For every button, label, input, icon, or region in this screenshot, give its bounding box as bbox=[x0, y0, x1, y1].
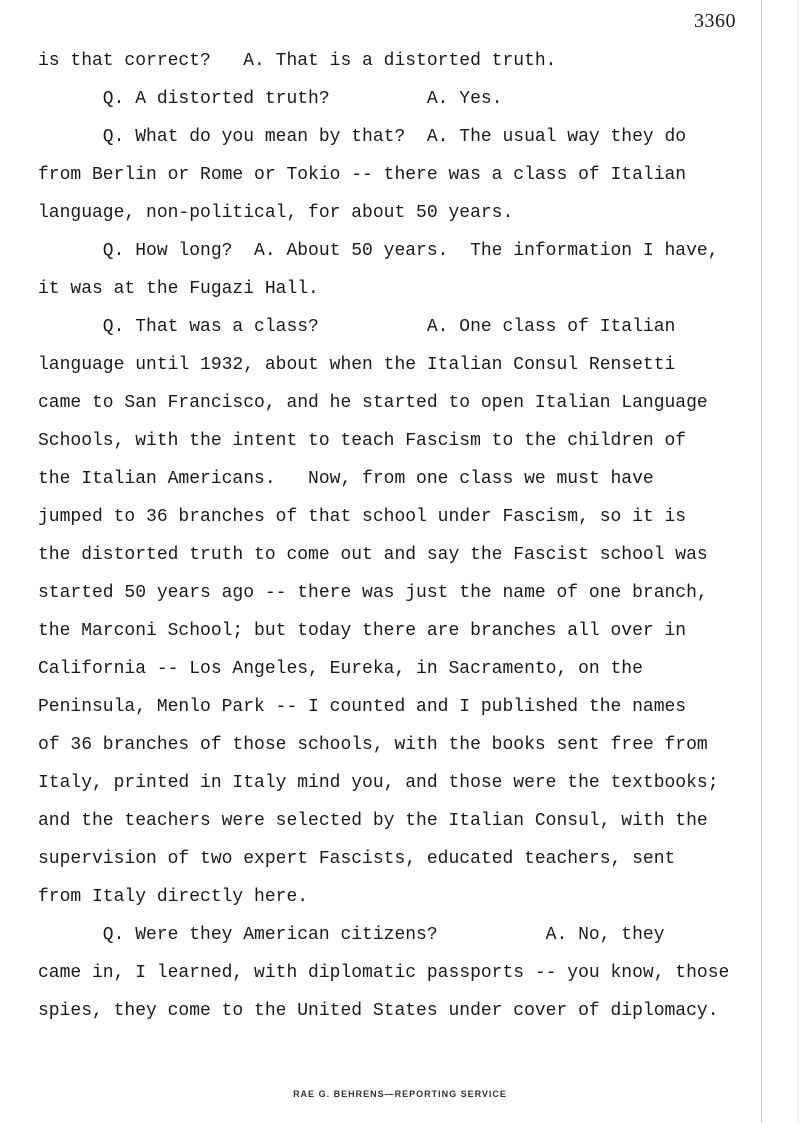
transcript-line: came to San Francisco, and he started to open Italian Language bbox=[38, 393, 708, 413]
transcript-line: jumped to 36 branches of that school under Fascism, so it is bbox=[38, 507, 687, 527]
transcript-body bbox=[38, 47, 768, 1035]
transcript-line: supervision of two expert Fascists, educated teachers, sent bbox=[38, 849, 676, 869]
transcript-line: is that correct? A. That is a distorted truth. bbox=[38, 51, 557, 71]
transcript-line: the distorted truth to come out and say the Fascist school was bbox=[38, 545, 708, 565]
transcript-line: from Berlin or Rome or Tokio -- there was a class of Italian bbox=[38, 165, 687, 185]
transcript-line: Q. Were they American citizens? A. No, they bbox=[38, 925, 665, 945]
transcript-line: Q. A distorted truth? A. Yes. bbox=[38, 89, 503, 109]
transcript-line: Peninsula, Menlo Park -- I counted and I published the names bbox=[38, 697, 687, 717]
transcript-line: Q. What do you mean by that? A. The usual way they do bbox=[38, 127, 687, 147]
transcript-line: it was at the Fugazi Hall. bbox=[38, 279, 319, 299]
transcript-line: the Italian Americans. Now, from one class we must have bbox=[38, 469, 654, 489]
reporter-footer: RAE G. BEHRENS—REPORTING SERVICE bbox=[293, 1089, 507, 1099]
transcript-line: the Marconi School; but today there are branches all over in bbox=[38, 621, 687, 641]
transcript-line: Q. How long? A. About 50 years. The information I have, bbox=[38, 241, 719, 261]
transcript-line: Q. That was a class? A. One class of Italian bbox=[38, 317, 676, 337]
transcript-line: from Italy directly here. bbox=[38, 887, 309, 907]
transcript-line: and the teachers were selected by the Italian Consul, with the bbox=[38, 811, 708, 831]
transcript-line: started 50 years ago -- there was just the name of one branch, bbox=[38, 583, 708, 603]
page-edge bbox=[797, 0, 799, 1123]
transcript-line: Italy, printed in Italy mind you, and those were the textbooks; bbox=[38, 773, 719, 793]
transcript-line: Schools, with the intent to teach Fascism to the children of bbox=[38, 431, 687, 451]
transcript-line: California -- Los Angeles, Eureka, in Sacramento, on the bbox=[38, 659, 643, 679]
transcript-line: of 36 branches of those schools, with the books sent free from bbox=[38, 735, 708, 755]
page-number: 3360 bbox=[694, 10, 736, 32]
transcript-line: spies, they come to the United States under cover of diplomacy. bbox=[38, 1001, 719, 1021]
transcript-line: came in, I learned, with diplomatic passports -- you know, those bbox=[38, 963, 730, 983]
transcript-line: language until 1932, about when the Italian Consul Rensetti bbox=[38, 355, 676, 375]
transcript-line: language, non-political, for about 50 years. bbox=[38, 203, 514, 223]
